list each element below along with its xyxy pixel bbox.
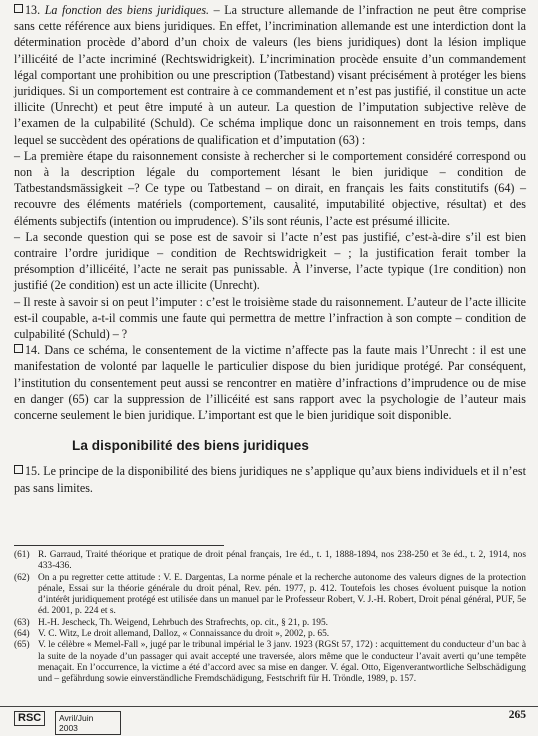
section-title: La fonction des biens juridiques. xyxy=(44,3,210,17)
issue-date: Avril/Juin 2003 xyxy=(55,711,121,735)
footnote-text: R. Garraud, Traité théorique et pratique de droit pénal français, 1re éd., t. 1, 1888-1894, nos 238-250 et 3e éd., t. 2, 1914, nos 433-436. xyxy=(38,550,526,572)
paragraph-number: 15. xyxy=(25,464,41,479)
paragraph-text: Le principe de la disponibilité des biens juridiques ne s’applique qu’aux biens individuels et il n’est pas sans limites. xyxy=(14,464,526,495)
footnote xyxy=(14,640,526,685)
step-1: – La première étape du raisonnement consiste à rechercher si le comportement considéré correspond ou non à la description légale du comportement lésant le bien juridique – condition de Tatbestandsmässigkeit –? Ce type ou Tatbestand – on dirait, en français les faits constitutifs (64) – recouvre des éléments matériels (comportement, causalité, imputabilité objective, résultat) et des éléments subjectifs (intention ou imprudence). S’ils sont réunis, l’acte est présumé illicite. xyxy=(14,148,526,228)
journal-logo: RSC xyxy=(14,711,45,726)
footnote xyxy=(14,573,526,618)
step-2: – La seconde question qui se pose est de savoir si l’acte n’est pas justifié, c’est-à-dire s’il est bien contraire l’ordre juridique – condition de Rechtswidrigkeit – ; la justification ferait tomber la présomption d’illicéité, l’acte ne serait pas punissable. À l’inverse, l’acte typique (1re condition) non justifié (2e condition) est un acte illicite (Unrecht). xyxy=(14,229,526,293)
step-3: – Il reste à savoir si on peut l’imputer : c’est le troisième stade du raisonnement. L’auteur de l’acte illicite est-il coupable, a-t-il commis une faute qui permettra de mettre l’infraction à son compte – condition de culpabilité (Schuld) – ? xyxy=(14,294,526,342)
footnote-number: (62) xyxy=(14,572,30,583)
footnote-text: H.-H. Jescheck, Th. Weigend, Lehrbuch des Strafrechts, op. cit., § 21, p. 195. xyxy=(38,617,328,628)
footnote xyxy=(14,629,526,640)
paragraph-marker-icon xyxy=(14,344,23,353)
paragraph-marker-icon xyxy=(14,4,23,13)
paragraph-marker-icon xyxy=(14,465,23,474)
paragraph-number: 14. xyxy=(25,343,41,358)
paragraph-14 xyxy=(14,342,526,423)
paragraph-number: 13. xyxy=(25,3,41,17)
footnote-text: V. C. Witz, Le droit allemand, Dalloz, « Connaissance du droit », 2002, p. 65. xyxy=(38,629,330,640)
paragraph-15 xyxy=(14,463,526,495)
paragraph-text: Dans ce schéma, le consentement de la victime n’affecte pas la faute mais l’Unrecht : il est une manifestation de volonté par laquelle le particulier dispose du bien juridique protégé. Par conséquent, l’institution du consentement peut aussi se rencontrer en matière d’infractions d’imprudence ou de mise en danger (65) car la suppression de l’illicéité est sans rapport avec la psychologie de l’auteur mais concerne seulement le bien juridique. L’important est que le bien juridique soit disponible. xyxy=(14,343,526,423)
main-text xyxy=(14,2,526,496)
footnotes xyxy=(14,550,526,686)
footnote-number: (65) xyxy=(14,640,30,651)
page-number: 265 xyxy=(508,709,526,721)
footnote-text: V. le célèbre « Memel-Fall », jugé par le tribunal impérial le 3 janv. 1923 (RGSt 57, 172) : acquittement du conducteur d’un bac à la suite de la noyade d’un passager qui avait accepté une traversée, alors même que le conducteur l’avait averti qu’une tempête menaçait. En l’occurrence, la victime a été d’accord avec sa mise en danger. V. égal. Otto, Eigenverantwortliche Selbschädigung und – gefährdung sowie einverständliche Fremdschädigung, Festschrift für H. Tröndle, 1989, p. 157. xyxy=(38,640,526,685)
footnote-number: (61) xyxy=(14,550,30,560)
paragraph-text: – La structure allemande de l’infraction ne peut être comprise sans cette référence aux biens juridiques. En effet, l’incrimination allemande est une interdiction dont la détermination procède d’abord d’un choix de valeurs (les biens juridiques) dont la lésion implique l’illicéité de l’acte incriminé (Rechtswidrigkeit). L’incrimination procède ensuite d’un commandement légal comportant une prohibition ou une prescription (Tatbestand) visant précisément à protéger les biens juridiques. Si un comportement est contraire à ce commandement et n’est pas justifié, il constitue un acte illicite (Unrecht) et peut être imputé à un auteur. La question de l’imputation subjective relève de l’examen de la culpabilité (Schuld). Ce schéma implique donc un raisonnement en trois temps, dans lequel se succèdent des opérations de qualification et d’imputation (63) : xyxy=(14,3,526,147)
paragraph-13 xyxy=(14,2,526,148)
footnote-separator xyxy=(14,545,224,546)
footnote-number: (63) xyxy=(14,617,30,628)
footnote xyxy=(14,550,526,573)
footnote-number: (64) xyxy=(14,629,30,640)
article-body xyxy=(14,2,526,496)
footnote-text: On a pu regretter cette attitude : V. E. Dargentas, La norme pénale et la recherche autonome des valeurs dignes de la protection pénale, Essai sur la théorie générale du droit pénal, Rev. pén. 1977, p. 412. Toutefois les choses évoluent puisque la notion d’intérêt juridiquement protégé est utilisée dans un manuel par le Professeur Robert, V. J.-H. Robert, Droit pénal général, PUF, 5e éd. 2001, p. 224 et s. xyxy=(38,572,526,617)
footer-rule xyxy=(0,706,538,707)
section-heading: La disponibilité des biens juridiques xyxy=(72,438,309,454)
footnote xyxy=(14,618,526,629)
